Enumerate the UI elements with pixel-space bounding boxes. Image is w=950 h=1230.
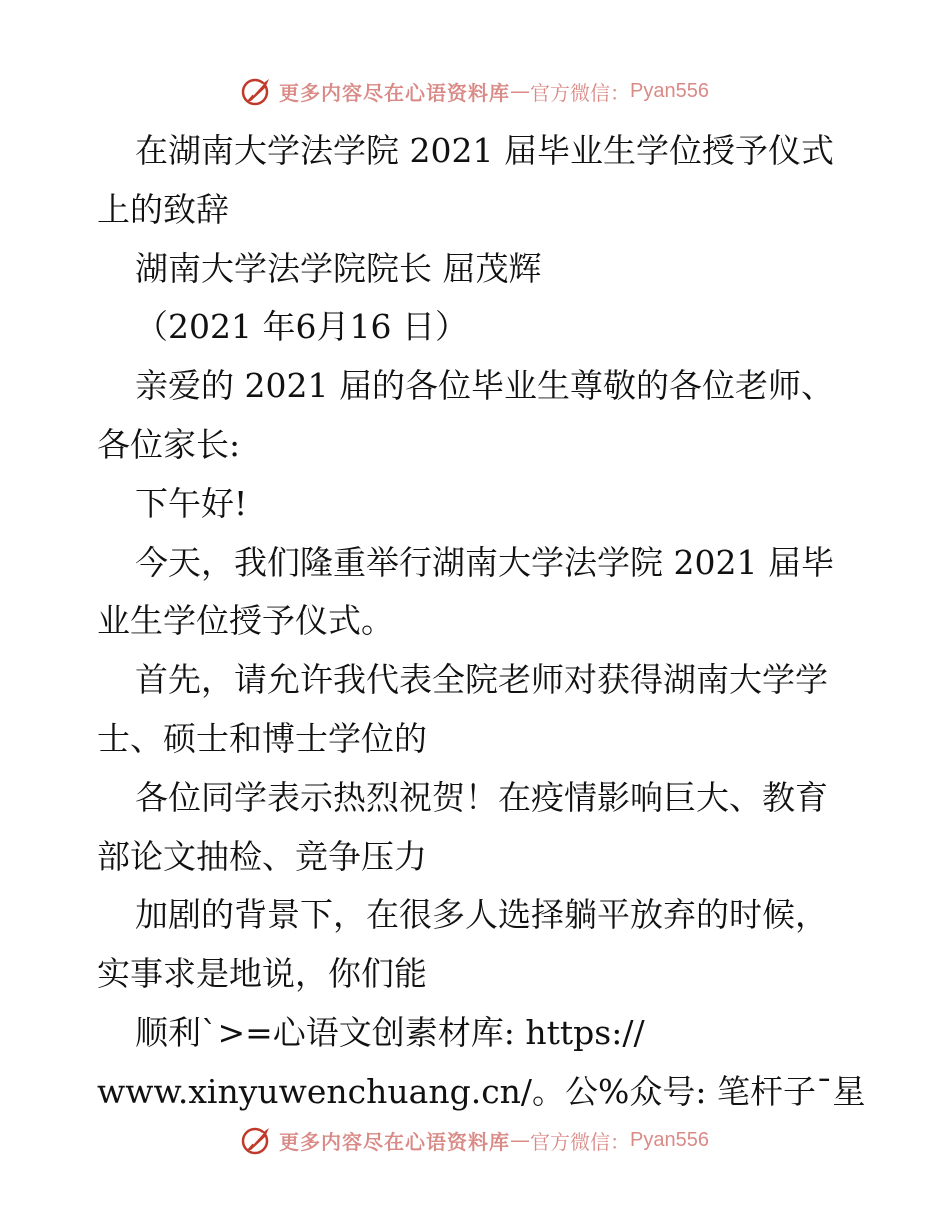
text-line: 加剧的背景下，在很多人选择躺平放弃的时候， (135, 895, 828, 935)
text-line: 下午好! (135, 483, 248, 523)
text-line: 各位同学表示热烈祝贺！在疫情影响巨大、教育 (135, 777, 828, 817)
quill-logo-icon (241, 75, 273, 107)
text-line: 业生学位授予仪式。 (97, 601, 394, 641)
quill-logo-icon (241, 1124, 273, 1156)
text-line: 各位家长: (97, 424, 241, 464)
date-line: （2021 年6月16 日） (135, 307, 468, 347)
banner-wechat-id: Pyan556 (630, 79, 709, 102)
banner-wechat-id: Pyan556 (630, 1128, 709, 1151)
text-line: 亲爱的 2021 届的各位毕业生尊敬的各位老师、 (135, 366, 834, 406)
header-banner (0, 71, 950, 111)
text-line: 士、硕士和博士学位的 (97, 718, 427, 758)
footer-banner (0, 1120, 950, 1160)
text-line: 顺利`>=心语文创素材库: https:// (135, 1012, 645, 1052)
banner-wechat-label: 官方微信： (530, 1129, 631, 1154)
text-line: www.xinyuwenchuang.cn/。公%众号: 笔杆子¯星 (97, 1071, 866, 1111)
banner-main-text: 更多内容尽在心语资料库 (279, 80, 511, 105)
banner-main-text: 更多内容尽在心语资料库 (279, 1129, 511, 1154)
document-body (97, 122, 867, 1122)
text-line: 首先，请允许我代表全院老师对获得湖南大学学 (135, 660, 828, 700)
banner-wechat-label: 官方微信： (530, 80, 631, 105)
author-line: 湖南大学法学院院长 屈茂辉 (135, 248, 542, 288)
text-line: 部论文抽检、竞争压力 (97, 836, 427, 876)
title-line-2: 上的致辞 (97, 189, 229, 229)
banner-separator: — (510, 79, 531, 103)
title-line-1: 在湖南大学法学院 2021 届毕业生学位授予仪式 (135, 131, 834, 170)
text-line: 今天，我们隆重举行湖南大学法学院 2021 届毕 (135, 542, 834, 582)
banner-separator: — (510, 1128, 531, 1152)
text-line: 实事求是地说，你们能 (97, 954, 427, 994)
